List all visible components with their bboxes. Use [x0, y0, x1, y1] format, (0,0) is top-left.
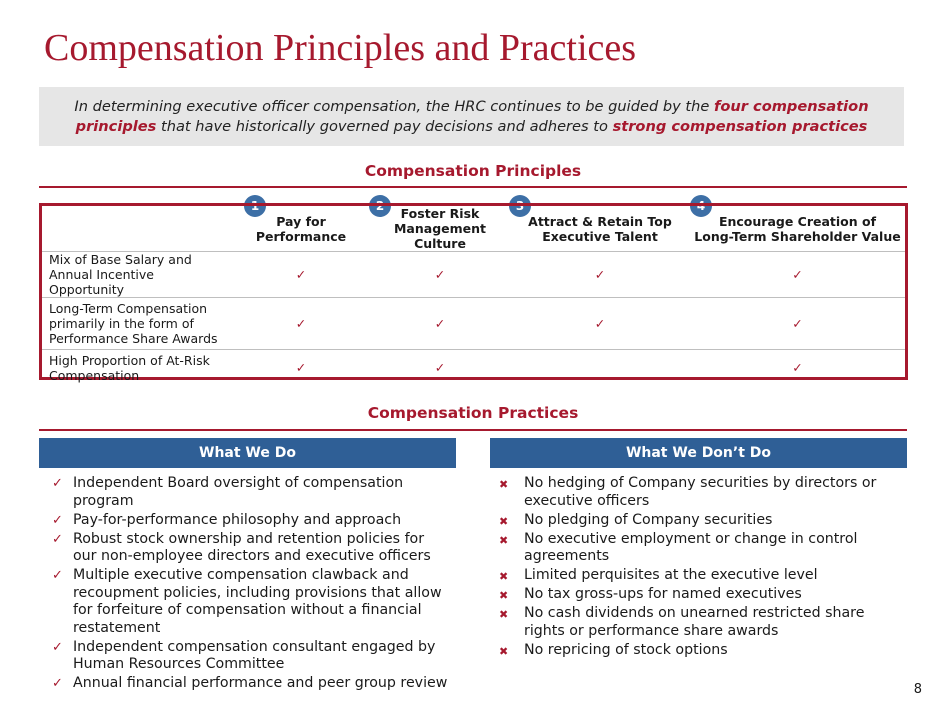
list-item: ✖ No cash dividends on unearned restricted share rights or performance share awards	[499, 605, 865, 639]
page-number: 8	[913, 682, 922, 697]
cross-icon: ✖	[499, 608, 509, 621]
intro-text-2: that have historically governed pay decisions and adheres to	[156, 118, 613, 135]
principles-title: Compensation Principles	[364, 162, 582, 180]
check-icon: ✓	[370, 298, 510, 350]
principles-row-at-risk	[42, 350, 905, 386]
principles-table-box	[39, 203, 908, 383]
check-icon: ✓	[510, 298, 690, 350]
list-item: ✖ No hedging of Company securities by directors or executive officers	[499, 475, 877, 509]
page-title: Compensation Principles and Practices	[44, 27, 637, 69]
check-icon: ✓	[510, 252, 690, 298]
check-icon: ✓	[52, 512, 63, 528]
principles-table	[42, 206, 905, 386]
check-icon: ✓	[232, 252, 370, 298]
check-icon: ✓	[52, 639, 63, 655]
principles-rule	[39, 186, 907, 188]
intro-text-1: In determining executive officer compensation, the HRC continues to be guided by the	[74, 98, 714, 115]
check-icon: ✓	[52, 531, 63, 547]
cross-icon: ✖	[499, 644, 509, 658]
practices-title: Compensation Practices	[367, 404, 579, 422]
cross-icon: ✖	[499, 533, 509, 547]
check-icon	[510, 350, 690, 386]
check-icon: ✓	[232, 350, 370, 386]
cross-icon: ✖	[499, 589, 509, 602]
principles-header-row	[42, 206, 905, 252]
row-label: Long-Term Compensation primarily in the form of Performance Share Awards	[42, 298, 232, 350]
list-item: ✓ Independent Board oversight of compensation program	[52, 475, 404, 509]
what-we-do-header: What We Do	[39, 438, 456, 468]
what-we-dont-do-list	[490, 475, 900, 661]
header-blank	[42, 206, 232, 252]
check-icon: ✓	[370, 350, 510, 386]
practices-rule	[39, 429, 907, 431]
check-icon: ✓	[370, 252, 510, 298]
cross-icon: ✖	[499, 570, 509, 583]
list-item: ✓ Annual financial performance and peer group review	[52, 675, 448, 691]
what-we-dont-do-header: What We Don’t Do	[490, 438, 907, 468]
list-item: ✓ Robust stock ownership and retention policies for our non-employee directors and executive officers	[52, 530, 431, 564]
row-label: Mix of Base Salary and Annual Incentive Opportunity	[42, 252, 232, 298]
principle-badge-4: 4	[690, 195, 712, 217]
header-shareholder-value: Encourage Creation of Long-Term Shareholder Value	[694, 213, 901, 244]
principle-badge-2: 2	[369, 195, 391, 217]
list-item: ✓ Pay-for-performance philosophy and approach	[52, 511, 402, 528]
header-pay-for-performance: Pay for Performance	[255, 213, 347, 244]
list-item: ✖ Limited perquisites at the executive level	[490, 567, 900, 585]
cross-icon: ✖	[499, 514, 509, 528]
header-attract-retain: Attract & Retain Top Executive Talent	[528, 213, 672, 244]
check-icon: ✓	[52, 568, 63, 583]
list-item: ✓ Independent compensation consultant engaged by Human Resources Committee	[52, 638, 436, 672]
list-item: ✖ No pledging of Company securities	[490, 512, 900, 530]
list-item: ✓ Multiple executive compensation clawback and recoupment policies, including provisions that allow for forfeiture of compensation without a financial restatement	[52, 567, 442, 636]
row-label: High Proportion of At-Risk Compensation	[42, 350, 232, 386]
header-foster-risk: Foster Risk Management Culture	[393, 206, 486, 251]
principles-row-long-term	[42, 298, 905, 350]
list-item: ✖ No executive employment or change in control agreements	[499, 530, 858, 564]
list-item: ✖ No tax gross-ups for named executives	[490, 586, 900, 604]
principle-badge-1: 1	[244, 195, 266, 217]
list-item: ✖ No repricing of stock options	[490, 642, 900, 660]
principle-badge-3: 3	[509, 195, 531, 217]
cross-icon: ✖	[499, 478, 509, 491]
check-icon: ✓	[690, 298, 905, 350]
intro-box	[39, 87, 904, 146]
intro-highlight-practices: strong compensation practices	[612, 118, 868, 135]
intro-highlight-principles: four compensation principles	[75, 98, 869, 135]
principles-row-base-salary	[42, 252, 905, 298]
check-icon: ✓	[232, 298, 370, 350]
check-icon: ✓	[690, 350, 905, 386]
what-we-do-list	[50, 475, 450, 694]
check-icon: ✓	[52, 476, 63, 491]
check-icon: ✓	[52, 676, 63, 691]
check-icon: ✓	[690, 252, 905, 298]
